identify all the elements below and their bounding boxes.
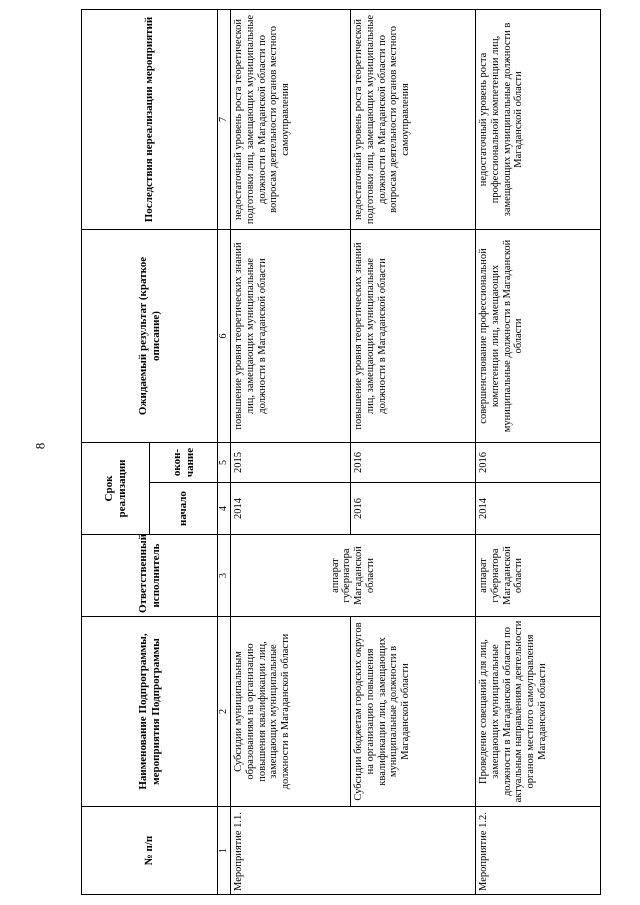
col-number-1: 1 — [218, 807, 231, 895]
row-end: 2016 — [351, 442, 476, 482]
header-executor: Ответственный исполнитель — [82, 535, 218, 617]
row-name: Субсидии муниципальным образованиям на организацию повышения квалификации лиц, замещающих муниципальные должности в Магаданской области — [231, 617, 351, 807]
table-row — [476, 9, 601, 894]
table-row — [231, 9, 351, 894]
row-executor: аппарат губернатора Магаданской области — [476, 535, 601, 617]
row-end: 2016 — [476, 442, 601, 482]
page-number: 8 — [32, 442, 48, 450]
header-consequence: Последствия нереализации мероприятий — [82, 9, 218, 229]
col-number-6: 6 — [218, 229, 231, 442]
row-num: Мероприятие 1.1. — [231, 807, 476, 895]
header-end: окон-чание — [150, 442, 218, 482]
row-consequence: недостаточный уровень роста теоретической подготовки лиц, замещающих муниципальные должности в Магаданской области по вопросам деятельности органов местного самоуправления — [231, 9, 351, 229]
row-result: повышение уровня теоретических знаний лиц, замещающих муниципальные должности в Магаданской области — [351, 229, 476, 442]
row-start: 2014 — [476, 483, 601, 535]
row-result: повышение уровня теоретических знаний лиц, замещающих муниципальные должности в Магаданской области — [231, 229, 351, 442]
row-consequence: недостаточный уровень роста профессиональной компетенции лиц, замещающих муниципальные должности в Магаданской области — [476, 9, 601, 229]
row-start: 2016 — [351, 483, 476, 535]
row-num: Мероприятие 1.2. — [476, 807, 601, 895]
col-number-4: 4 — [218, 483, 231, 535]
measures-table — [81, 9, 601, 895]
header-period: Срок реализации — [82, 442, 150, 534]
row-consequence: недостаточный уровень роста теоретической подготовки лиц, замещающих муниципальные должности в Магаданской области по вопросам деятельности органов местного самоуправления — [351, 9, 476, 229]
row-name: Проведение совещаний для лиц, замещающих муниципальные должности в Магаданской области по актуальным направлениям деятельности органов местного самоуправления Магаданской области — [476, 617, 601, 807]
col-number-7: 7 — [218, 9, 231, 229]
col-number-2: 2 — [218, 617, 231, 807]
row-start: 2014 — [231, 483, 351, 535]
table-row — [351, 9, 476, 894]
rotated-table-container — [81, 10, 601, 895]
header-start: начало — [150, 483, 218, 535]
header-name: Наименование Подпрограммы, мероприятия Подпрограммы — [82, 617, 218, 807]
col-number-5: 5 — [218, 442, 231, 482]
header-result: Ожидаемый результат (краткое описание) — [82, 229, 218, 442]
row-end: 2015 — [231, 442, 351, 482]
header-num: № п/п — [82, 807, 218, 895]
col-number-3: 3 — [218, 535, 231, 617]
row-name: Субсидии бюджетам городских округов на организацию повышения квалификации лиц, замещающих муниципальные должности в Магаданской области — [351, 617, 476, 807]
row-executor: аппарат губернатора Магаданской области — [231, 535, 476, 617]
row-result: совершенствование профессиональной компетенции лиц, замещающих муниципальные должности в Магаданской области — [476, 229, 601, 442]
